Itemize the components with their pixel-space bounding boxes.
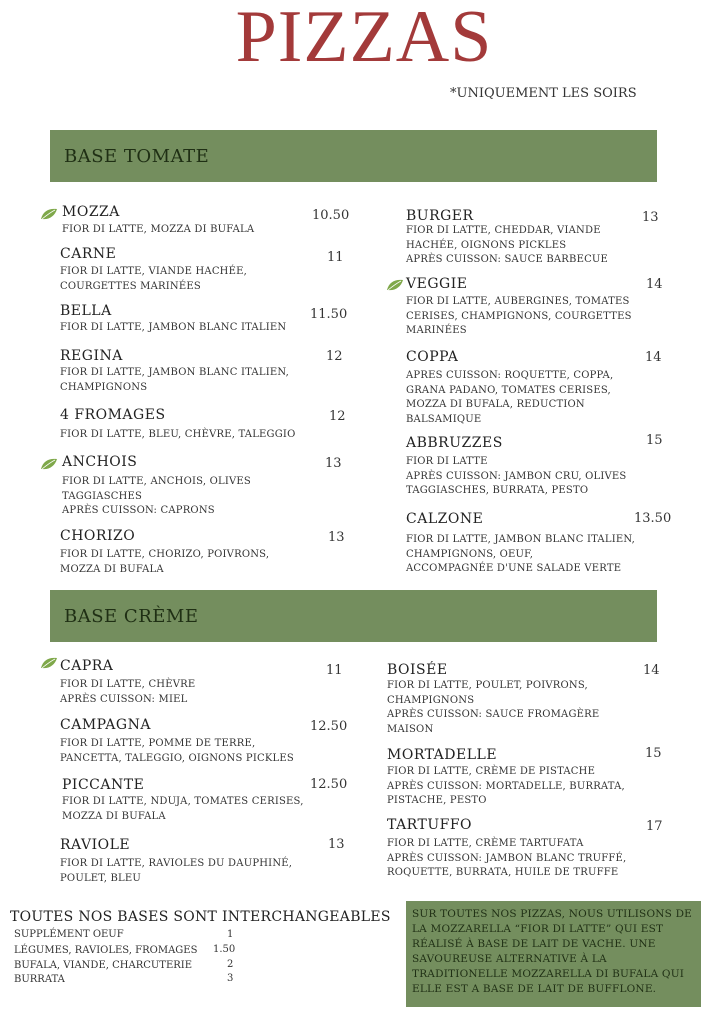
pizza-desc-carne xyxy=(60,265,247,294)
pizza-price-coppa: 14 xyxy=(645,350,662,365)
pizza-desc-bois-e xyxy=(387,679,599,737)
pizza-desc-line: FIOR DI LATTE, CRÈME TARTUFATA xyxy=(387,838,584,849)
pizza-desc-regina xyxy=(60,366,289,395)
leaf-icon xyxy=(40,455,58,467)
pizza-desc-line: APRÈS CUISSON: SAUCE BARBECUE xyxy=(406,254,609,265)
pizza-price-regina: 12 xyxy=(326,349,343,364)
pizza-name-campagna: CAMPAGNA xyxy=(60,717,151,733)
pizza-price-tartuffo: 17 xyxy=(646,819,663,834)
pizza-desc-line: CHAMPIGNONS, OEUF, xyxy=(406,548,534,560)
pizza-desc-line: APRÈS CUISSON: JAMBON BLANC TRUFFÉ, xyxy=(387,852,627,864)
pizza-desc-raviole xyxy=(60,857,292,886)
pizza-name-anchois: ANCHOIS xyxy=(62,454,138,470)
pizza-desc-line: FIOR DI LATTE, JAMBON BLANC ITALIEN, xyxy=(406,534,636,545)
pizza-name-calzone: CALZONE xyxy=(406,511,484,527)
pizza-desc-line: PISTACHE, PESTO xyxy=(387,795,487,806)
info-line: TRADITIONELLE MOZZARELLA DI BUFALA QUI xyxy=(412,968,685,980)
leaf-icon xyxy=(40,654,58,666)
pizza-name-regina: REGINA xyxy=(60,348,123,364)
pizza-desc-calzone xyxy=(406,533,635,577)
supplement-label: BUFALA, VIANDE, CHARCUTERIE xyxy=(14,960,193,971)
section-band-creme xyxy=(50,590,657,642)
pizza-desc-line: FIOR DI LATTE, CRÈME DE PISTACHE xyxy=(387,766,596,777)
supplement-price: 1 xyxy=(227,929,234,940)
pizza-desc-piccante xyxy=(62,795,304,824)
pizza-desc-tartuffo xyxy=(387,837,626,881)
pizza-desc-line: CERISES, CHAMPIGNONS, COURGETTES xyxy=(406,310,632,322)
pizza-desc-line: BALSAMIQUE xyxy=(406,413,482,425)
supplement-price: 1.50 xyxy=(213,944,236,955)
pizza-name-abbruzzes: ABBRUZZES xyxy=(406,435,503,451)
pizza-desc-mozza xyxy=(62,223,254,238)
leaf-icon xyxy=(386,276,404,288)
page-title: PIZZAS xyxy=(235,0,493,78)
pizza-desc-mortadelle xyxy=(387,765,625,809)
pizza-price-veggie: 14 xyxy=(646,277,663,292)
pizza-desc-anchois xyxy=(62,475,251,519)
pizza-desc-line: MAISON xyxy=(387,723,434,735)
pizza-desc-line: TAGGIASCHES, BURRATA, PESTO xyxy=(406,485,589,496)
pizza-desc-line: APRÈS CUISSON: MORTADELLE, BURRATA, xyxy=(387,780,625,792)
pizza-desc-line: FIOR DI LATTE, JAMBON BLANC ITALIEN, xyxy=(60,367,290,378)
pizza-desc-chorizo xyxy=(60,548,269,577)
info-line: LA MOZZARELLA “FIOR DI LATTE” QUI EST xyxy=(412,923,664,935)
pizza-desc-line: MOZZA DI BUFALA xyxy=(62,810,166,822)
pizza-name-chorizo: CHORIZO xyxy=(60,528,136,544)
pizza-name-capra: CAPRA xyxy=(60,658,114,674)
pizza-desc-line: FIOR DI LATTE, POMME DE TERRE, xyxy=(60,738,256,749)
pizza-name-mortadelle: MORTADELLE xyxy=(387,747,498,763)
pizza-price-bella: 11.50 xyxy=(310,307,348,322)
pizza-desc-line: GRANA PADANO, TOMATES CERISES, xyxy=(406,384,611,396)
pizza-desc-4-fromages xyxy=(60,428,296,443)
section-band-tomate xyxy=(50,130,657,182)
info-line: SUR TOUTES NOS PIZZAS, NOUS UTILISONS DE xyxy=(412,908,693,920)
supplement-price: 3 xyxy=(227,973,234,984)
pizza-desc-line: FIOR DI LATTE, CHORIZO, POIVRONS, xyxy=(60,549,270,560)
pizza-desc-line: FIOR DI LATTE, MOZZA DI BUFALA xyxy=(62,224,255,235)
pizza-desc-line: FIOR DI LATTE, POULET, POIVRONS, xyxy=(387,680,588,691)
pizza-desc-line: MARINÉES xyxy=(406,325,467,336)
pizza-desc-line: TAGGIASCHES xyxy=(62,490,143,502)
section-title-tomate: BASE TOMATE xyxy=(64,146,210,167)
pizza-desc-line: FIOR DI LATTE, AUBERGINES, TOMATES xyxy=(406,296,630,307)
pizza-price-piccante: 12.50 xyxy=(310,777,348,792)
pizza-price-campagna: 12.50 xyxy=(310,719,348,734)
pizza-desc-line: HACHÉE, OIGNONS PICKLES xyxy=(406,239,567,251)
pizza-desc-bella xyxy=(60,321,286,336)
pizza-desc-line: FIOR DI LATTE, ANCHOIS, OLIVES xyxy=(62,476,251,487)
info-line: SAVOUREUSE ALTERNATIVE À LA xyxy=(412,953,607,965)
pizza-desc-line: FIOR DI LATTE, VIANDE HACHÉE, xyxy=(60,266,247,277)
supplement-label: SUPPLÉMENT OEUF xyxy=(14,929,124,940)
pizza-price-anchois: 13 xyxy=(325,456,342,471)
pizza-desc-veggie xyxy=(406,295,632,339)
pizza-desc-line: FIOR DI LATTE, JAMBON BLANC ITALIEN xyxy=(60,322,287,333)
pizza-price-raviole: 13 xyxy=(328,837,345,852)
pizza-name-carne: CARNE xyxy=(60,246,117,262)
pizza-name-bois-e: BOISÉE xyxy=(387,662,448,678)
pizza-price-bois-e: 14 xyxy=(643,663,660,678)
pizza-desc-line: APRES CUISSON: ROQUETTE, COPPA, xyxy=(406,370,614,381)
pizza-name-tartuffo: TARTUFFO xyxy=(387,817,473,833)
evening-only-note: *UNIQUEMENT LES SOIRS xyxy=(450,86,637,101)
pizza-desc-line: POULET, BLEU xyxy=(60,872,141,884)
supplement-label: BURRATA xyxy=(14,974,65,985)
pizza-desc-line: MOZZA DI BUFALA xyxy=(60,563,164,575)
pizza-desc-line: APRÈS CUISSON: MIEL xyxy=(60,693,188,705)
pizza-desc-coppa xyxy=(406,369,613,427)
pizza-desc-line: FIOR DI LATTE, RAVIOLES DU DAUPHINÉ, xyxy=(60,858,293,869)
pizza-price-mozza: 10.50 xyxy=(312,208,350,223)
pizza-desc-capra xyxy=(60,678,195,707)
pizza-name-4-fromages: 4 FROMAGES xyxy=(60,407,166,423)
pizza-desc-line: FIOR DI LATTE, CHEDDAR, VIANDE xyxy=(406,225,601,236)
pizza-desc-abbruzzes xyxy=(406,455,626,499)
section-title-creme: BASE CRÈME xyxy=(64,606,199,627)
pizza-price-chorizo: 13 xyxy=(328,530,345,545)
info-line: RÉALISÉ À BASE DE LAIT DE VACHE. UNE xyxy=(412,938,656,950)
pizza-desc-line: FIOR DI LATTE, NDUJA, TOMATES CERISES, xyxy=(62,796,304,807)
pizza-name-burger: BURGER xyxy=(406,208,474,224)
pizza-price-abbruzzes: 15 xyxy=(646,433,663,448)
pizza-desc-campagna xyxy=(60,737,294,766)
mozzarella-info-box xyxy=(406,901,701,1007)
pizza-name-coppa: COPPA xyxy=(406,349,459,365)
pizza-price-capra: 11 xyxy=(326,663,343,678)
pizza-desc-line: FIOR DI LATTE xyxy=(406,456,488,467)
pizza-desc-line: APRÈS CUISSON: SAUCE FROMAGÈRE xyxy=(387,709,600,720)
supplements-title: TOUTES NOS BASES SONT INTERCHANGEABLES xyxy=(10,909,391,925)
leaf-icon xyxy=(40,205,58,217)
pizza-price-calzone: 13.50 xyxy=(634,511,672,526)
pizza-desc-line: ROQUETTE, BURRATA, HUILE DE TRUFFE xyxy=(387,867,619,878)
pizza-name-piccante: PICCANTE xyxy=(62,777,145,793)
pizza-name-raviole: RAVIOLE xyxy=(60,837,131,853)
pizza-price-burger: 13 xyxy=(642,210,659,225)
pizza-desc-line: CHAMPIGNONS xyxy=(387,694,475,706)
pizza-desc-line: FIOR DI LATTE, BLEU, CHÈVRE, TALEGGIO xyxy=(60,429,296,440)
info-line: ELLE EST A BASE DE LAIT DE BUFFLONE. xyxy=(412,983,657,995)
pizza-desc-line: ACCOMPAGNÉE D'UNE SALADE VERTE xyxy=(406,563,622,574)
pizza-price-carne: 11 xyxy=(327,250,344,265)
pizza-desc-line: CHAMPIGNONS xyxy=(60,381,148,393)
supplement-label: LÉGUMES, RAVIOLES, FROMAGES xyxy=(14,945,198,956)
pizza-desc-burger xyxy=(406,224,608,268)
pizza-desc-line: FIOR DI LATTE, CHÈVRE xyxy=(60,679,196,690)
supplement-price: 2 xyxy=(227,959,234,970)
pizza-name-bella: BELLA xyxy=(60,303,112,319)
pizza-price-mortadelle: 15 xyxy=(645,746,662,761)
pizza-desc-line: MOZZA DI BUFALA, REDUCTION xyxy=(406,399,585,410)
pizza-desc-line: COURGETTES MARINÉES xyxy=(60,280,201,292)
pizza-desc-line: PANCETTA, TALEGGIO, OIGNONS PICKLES xyxy=(60,752,294,764)
pizza-name-veggie: VEGGIE xyxy=(406,276,468,292)
pizza-price-4-fromages: 12 xyxy=(329,409,346,424)
pizza-name-mozza: MOZZA xyxy=(62,204,120,220)
pizza-desc-line: APRÈS CUISSON: JAMBON CRU, OLIVES xyxy=(406,470,627,482)
pizza-desc-line: APRÈS CUISSON: CAPRONS xyxy=(62,505,215,516)
